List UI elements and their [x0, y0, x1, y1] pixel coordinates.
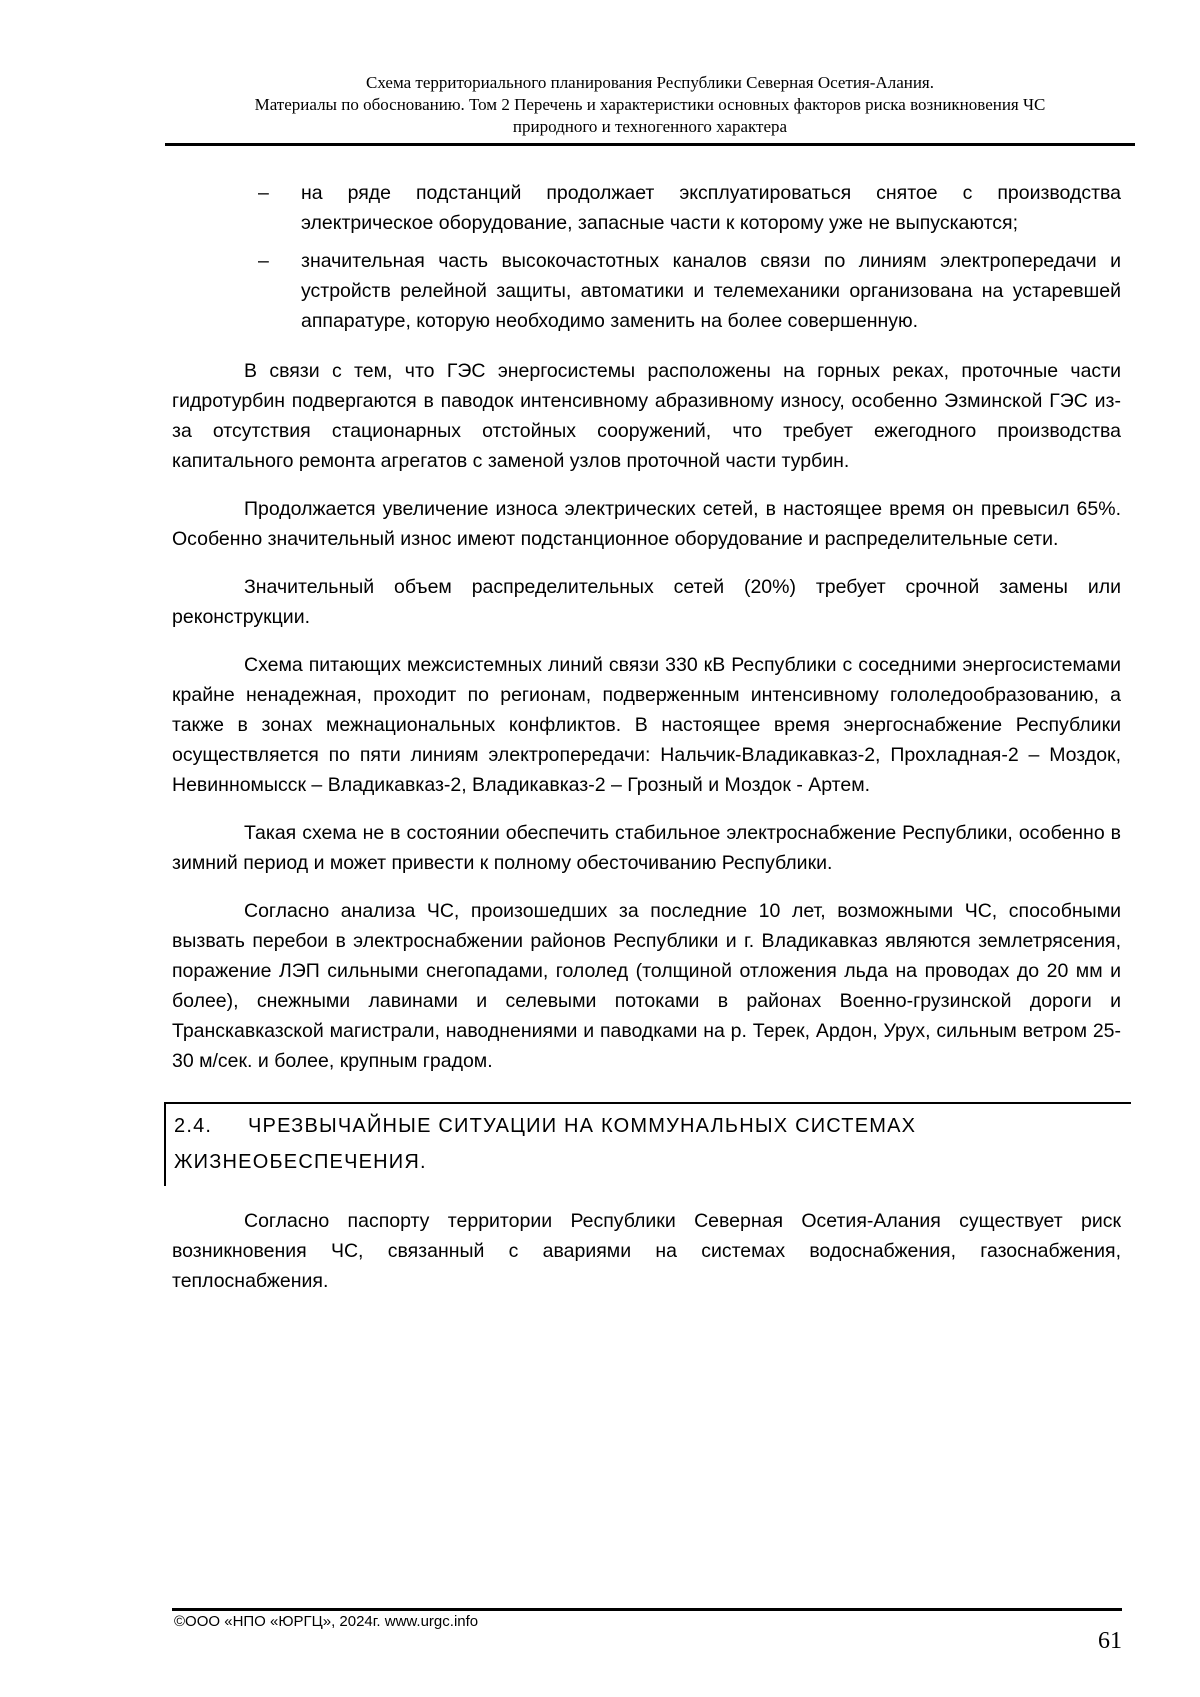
- document-header: [165, 72, 1135, 138]
- paragraph-emergency-analysis: Согласно анализа ЧС, произошедших за последние 10 лет, возможными ЧС, способными вызвать перебои в электроснабжении районов Республики и г. Владикавказ являются землетрясения, поражение ЛЭП сильными снегопадами, гололед (толщиной отложения льда на проводах до 20 мм и более), снежными лавинами и селевыми потоками в районах Военно-грузинской дороги и Транскавказской магистрали, наводнениями и паводками на р. Терек, Ардон, Урух, сильным ветром 25-30 м/сек. и более, крупным градом.: [172, 900, 1121, 1072]
- paragraph-scheme-instability: Такая схема не в состоянии обеспечить стабильное электроснабжение Республики, особенно в зимний период и может привести к полному обесточиванию Республики.: [172, 822, 1121, 874]
- header-divider: [165, 143, 1135, 146]
- footer-copyright: ©ООО «НПО «ЮРГЦ», 2024г. www.urgc.info: [174, 1613, 479, 1630]
- header-line-1: Схема территориального планирования Республики Северная Осетия-Алания.: [366, 73, 934, 92]
- paragraph-hydro-turbines: В связи с тем, что ГЭС энергосистемы расположены на горных реках, проточные части гидротурбин подвергаются в паводок интенсивному абразивному износу, особенно Эзминской ГЭС из-за отсутствия стационарных отстойных сооружений, что требует ежегодного производства капитального ремонта агрегатов с заменой узлов проточной части турбин.: [172, 360, 1121, 472]
- header-line-2: Материалы по обоснованию. Том 2 Перечень и характеристики основных факторов риска возникновения ЧС: [254, 95, 1046, 114]
- paragraph-distribution-networks: Значительный объем распределительных сетей (20%) требует срочной замены или реконструкции.: [172, 576, 1121, 628]
- dash-marker: –: [258, 182, 269, 204]
- paragraph-network-wear: Продолжается увеличение износа электрических сетей, в настоящее время он превысил 65%. Особенно значительный износ имеют подстанционное оборудование и распределительные сети.: [172, 498, 1121, 550]
- section-title-part-1: ЧРЕЗВЫЧАЙНЫЕ СИТУАЦИИ НА КОММУНАЛЬНЫХ СИСТЕМАХ: [248, 1115, 917, 1137]
- page-number: 61: [1098, 1628, 1122, 1654]
- list-item-text: значительная часть высокочастотных каналов связи по линиям электропередачи и устройств релейной защиты, автоматики и телемеханики организована на устаревшей аппаратуре, которую необходимо заменить на более совершенную.: [301, 250, 1121, 332]
- list-item-text: на ряде подстанций продолжает эксплуатироваться снятое с производства электрическое оборудование, запасные части к которому уже не выпускаются;: [301, 182, 1121, 234]
- dash-marker: –: [258, 250, 269, 272]
- paragraph-utility-risk: Согласно паспорту территории Республики Северная Осетия-Алания существует риск возникновения ЧС, связанный с авариями на системах водоснабжения, газоснабжения, теплоснабжения.: [172, 1210, 1121, 1292]
- footer-divider: [172, 1608, 1122, 1611]
- section-heading: [164, 1102, 1131, 1186]
- list-item: [172, 246, 1121, 336]
- paragraph-intersystem-lines: Схема питающих межсистемных линий связи 330 кВ Республики с соседними энергосистемами крайне ненадежная, проходит по регионам, подверженным интенсивному гололедообразованию, а также в зонах межнациональных конфликтов. В настоящее время энергоснабжение Республики осуществляется по пяти линиям электропередачи: Нальчик-Владикавказ-2, Прохладная-2 – Моздок, Невинномысск – Владикавказ-2, Владикавказ-2 – Грозный и Моздок - Артем.: [172, 654, 1121, 796]
- page-body: [172, 178, 1121, 1314]
- section-title-part-2: ЖИЗНЕОБЕСПЕЧЕНИЯ.: [174, 1151, 427, 1173]
- list-item: [172, 178, 1121, 238]
- header-line-3: природного и техногенного характера: [512, 117, 788, 136]
- section-number: 2.4.: [174, 1115, 213, 1137]
- section-heading-line-1: [174, 1108, 1131, 1144]
